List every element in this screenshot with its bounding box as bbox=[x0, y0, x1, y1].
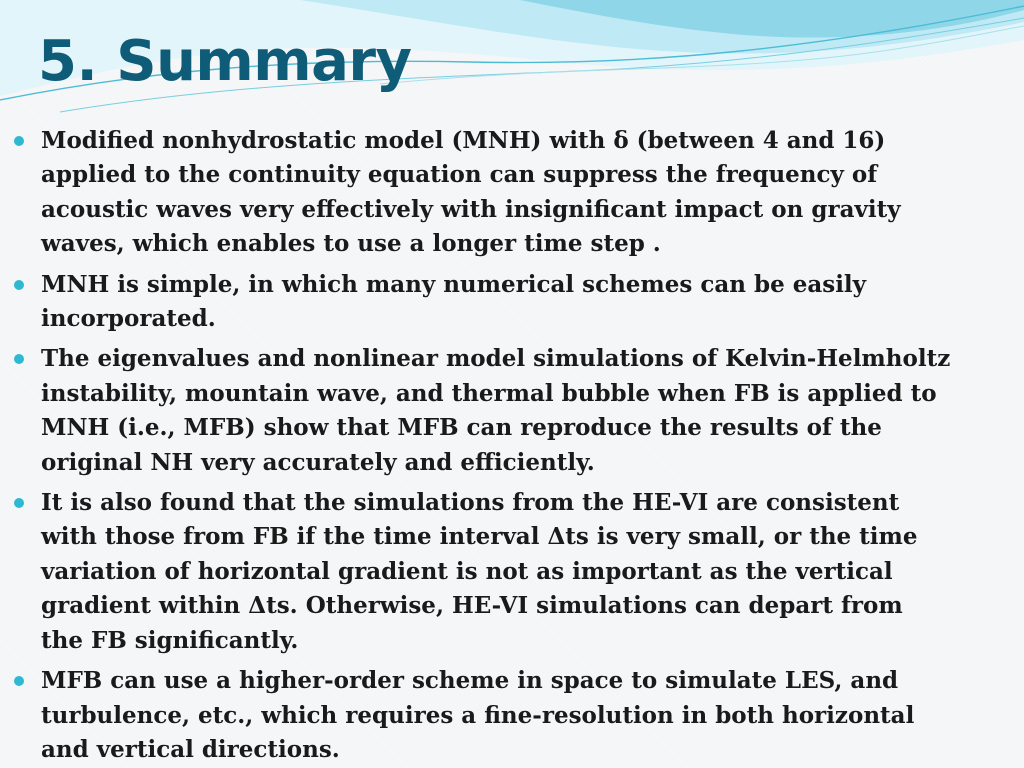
bullet-item bbox=[0, 342, 951, 480]
bullet-item bbox=[0, 486, 951, 658]
bullet-text: It is also found that the simulations from the HE-VI are consistent with those from FB if the time interval Δts is very small, or the time variation of horizontal gradient is not as important as the vertical gradient within Δts. Otherwise, HE-VI simulations can depart from the FB significantly. bbox=[41, 489, 918, 654]
bullet-text: Modified nonhydrostatic model (MNH) with δ (between 4 and 16) applied to the continuity equation can suppress the frequency of acoustic waves very effectively with insignificant impact on gravity waves, which enables to use a longer time step . bbox=[41, 127, 901, 258]
bullet-text: The eigenvalues and nonlinear model simulations of Kelvin-Helmholtz instability, mountain wave, and thermal bubble when FB is applied to MNH (i.e., MFB) show that MFB can reproduce the results of the original NH very accurately and efficiently. bbox=[41, 345, 951, 476]
bullet-item bbox=[0, 268, 951, 337]
bullet-dot-icon bbox=[14, 498, 24, 508]
bullet-item bbox=[0, 664, 951, 767]
bullet-text: MFB can use a higher-order scheme in space to simulate LES, and turbulence, etc., which requires a fine-resolution in both horizontal and vertical directions. bbox=[41, 667, 915, 763]
bullet-item bbox=[0, 124, 951, 262]
bullet-dot-icon bbox=[14, 354, 24, 364]
bullet-dot-icon bbox=[14, 136, 24, 146]
bullet-dot-icon bbox=[14, 280, 24, 290]
slide-title: 5. Summary bbox=[38, 29, 412, 94]
bullet-text: MNH is simple, in which many numerical schemes can be easily incorporated. bbox=[41, 270, 867, 333]
bullet-dot-icon bbox=[14, 676, 24, 686]
summary-bullet-list bbox=[0, 124, 1024, 768]
